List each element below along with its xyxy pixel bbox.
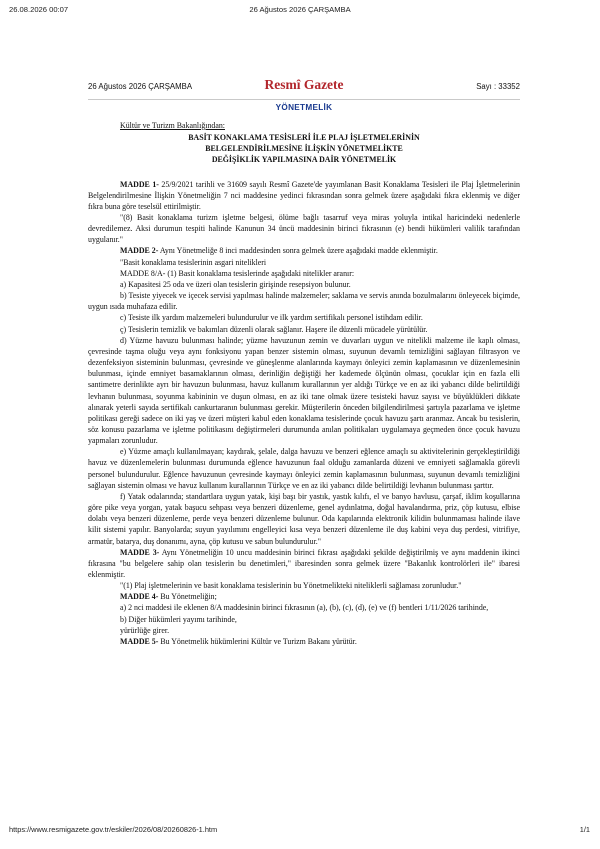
gazette-header xyxy=(88,77,520,100)
article-4 xyxy=(88,591,520,602)
browser-print-footer xyxy=(0,825,600,839)
article-8a-heading: "Basit konaklama tesislerinin asgari nitelikleri xyxy=(120,257,267,267)
browser-print-header xyxy=(0,5,600,19)
regulation-title-line: BELGELENDİRİLMESİNE İLİŞKİN YÖNETMELİKTE xyxy=(205,143,403,153)
article-label: MADDE 4- xyxy=(120,592,159,602)
gazette-issue-number: Sayı : 33352 xyxy=(476,82,520,91)
article-item-e: e) Yüzme amaçlı kullanılmayan; kaydırak, şelale, dalga havuzu ve benzeri eğlence amaçlı su aktivitelerinin gerçekleştirildiği havuz ve düzenlemelerin bulunması durumunda eğlence havuzunun faal olduğu zamanlarda düzeni ve emniyeti sağlamakla görevli personel bulundurulur. Eğlence havuzunun çevresinde kaymayı önleyici zemin kaplamasının bulunması, suyunun devamlı temizliğini sağlayan sistemin olması ve havuz kullanım kurallarının Türkçe ve en az iki yabancı dilde belirtildiği levhanın bulunması şarttır. xyxy=(88,447,520,490)
article-item-a: a) Kapasitesi 25 oda ve üzeri olan tesislerin girişinde resepsiyon bulunur. xyxy=(120,279,351,289)
article-8a-intro: MADDE 8/A- (1) Basit konaklama tesislerinde aşağıdaki nitelikler aranır: xyxy=(120,268,355,278)
regulation-title-line: BASİT KONAKLAMA TESİSLERİ İLE PLAJ İŞLETMELERİNİN xyxy=(188,133,420,143)
article-text: Aynı Yönetmeliğe 8 inci maddesinden sonra gelmek üzere aşağıdaki madde eklenmiştir. xyxy=(158,246,438,256)
gazette-date: 26 Ağustos 2026 ÇARŞAMBA xyxy=(88,82,193,91)
section-title: YÖNETMELİK xyxy=(275,103,333,112)
print-page-title: 26 Ağustos 2026 ÇARŞAMBA xyxy=(249,5,351,14)
article-text: Bu Yönetmeliğin; xyxy=(158,592,217,602)
article-item-c-cedilla: ç) Tesislerin temizlik ve bakımları düzenli olarak sağlanır. Haşere ile düzenli mücadele yürütülür. xyxy=(120,324,428,334)
article-text: Bu Yönetmelik hükümlerini Kültür ve Turizm Bakanı yürütür. xyxy=(158,636,357,646)
print-datetime: 26.08.2026 00:07 xyxy=(9,5,69,14)
article-5 xyxy=(88,636,520,647)
article-label: MADDE 1- xyxy=(120,179,159,189)
article-label: MADDE 5- xyxy=(120,636,159,646)
gazette-masthead: Resmî Gazete xyxy=(264,77,344,92)
article-2 xyxy=(88,245,520,256)
article-1-quote: "(8) Basit konaklama turizm işletme belgesi, ölüme bağlı tasarruf veya miras yoluyla intikal haricindeki nedenlerle devredilemez. Aksi durumun tespiti halinde Kanunun 34 üncü maddesinin birinci fıkrasının (e) bendi hükümleri valilik tarafından uygulanır." xyxy=(88,213,520,245)
article-item-d: d) Yüzme havuzu bulunması halinde; yüzme havuzunun zemin ve duvarları uygun ve nitelikli malzeme ile kaplı olması, çevresinde taşma oluğu veya aynı fonksiyonu yapan benzer sistemin olması, suyunun devamlı temizliğini sağlayan filtrasyon ve dezenfeksiyon sisteminin bulunması, çevresinde ve güneşlenme alanlarında kaymayı önleyici zemin kaplamasının ve düzenlemesinin bulunması, içinde emniyet basamaklarının olması, derinliğin değiştiği her kademede ölçünün olması, çocuklar için en fazla elli santimetre derinlikte ayrı bir havuzun bulunması, havuz kullanım kurallarının yer aldığı Türkçe ve en az iki yabancı dilde belirtildiği levhanın bulunması, soyunma kabininin ve duşun olması, en az iki tane olmak üzere tesisteki havuz sayısı ve büyüklükleri dikkate alınarak yeterli sayıda sertifikalı cankurtaranın bulunması gerekir. Müşterilerin önceden bilgilendirilmesi şartıyla pazarlama ve işletme politikası gereği sadece on iki yaş ve üzeri müşteri kabul eden konaklama tesislerinde çocuk havuzu şartı aranmaz. Ancak bu tesislerin, söz konusu pazarlama ve işletme politikasını değiştirmeleri durumunda anılan politikaları uygulamaya geçmeden önce çocuk havuzu yapmaları zorunludur. xyxy=(88,335,520,446)
article-text: 25/9/2021 tarihli ve 31609 sayılı Resmî Gazete'de yayımlanan Basit Konaklama Tesisleri ile Plaj İşletmelerinin Belgelendirilmesine İlişkin Yönetmeliğin 7 nci maddesine yedinci fıkrasından sonra gelmek üzere aşağıdaki fıkra eklenmiş ve diğer fıkra buna göre teselsül ettirilmiştir. xyxy=(88,179,521,211)
ministry-line: Kültür ve Turizm Bakanlığından: xyxy=(120,121,225,130)
print-page-count: 1/1 xyxy=(579,825,590,834)
article-4-closing: yürürlüğe girer. xyxy=(120,625,170,635)
article-item-c: c) Tesiste ilk yardım malzemeleri bulundurulur ve ilk yardım sertifikalı personel istihdam edilir. xyxy=(120,313,423,323)
regulation-title xyxy=(128,133,480,165)
article-item-b: b) Tesiste yiyecek ve içecek servisi yapılması halinde malzemeler; saklama ve servis anında bozulmalarını önleyecek biçimde, uygun ısıda muhafaza edilir. xyxy=(88,291,520,312)
article-4-item-b: b) Diğer hükümleri yayımı tarihinde, xyxy=(120,614,237,624)
article-4-item-a: a) 2 nci maddesi ile eklenen 8/A maddesinin birinci fıkrasının (a), (b), (c), (d), (e) ve (f) bentleri 1/11/2026 tarihinde, xyxy=(120,603,489,613)
regulation-title-line: DEĞİŞİKLİK YAPILMASINA DAİR YÖNETMELİK xyxy=(211,154,397,164)
article-3 xyxy=(88,547,520,580)
article-text: Aynı Yönetmeliğin 10 uncu maddesinin birinci fıkrası aşağıdaki şekilde değiştirilmiş ve aynı maddenin ikinci fıkrasına "bu belgelere sahip olan tesislerin bu denetimleri," ibaresinden sonra gelmek üzere "Bakanlık kontrolörleri ile" ibaresi eklenmiştir. xyxy=(88,547,521,580)
print-url: https://www.resmigazete.gov.tr/eskiler/2026/08/20260826-1.htm xyxy=(9,825,218,834)
document-body xyxy=(88,120,520,647)
article-label: MADDE 2- xyxy=(120,246,159,256)
article-1 xyxy=(88,179,520,212)
article-3-quote: "(1) Plaj işletmelerinin ve basit konaklama tesislerinin bu Yönetmelikteki niteliklerli sağlaması zorunludur." xyxy=(120,581,462,591)
article-label: MADDE 3- xyxy=(120,547,160,557)
article-item-f: f) Yatak odalarında; standartlara uygun yatak, kişi başı bir yastık, yastık kılıfı, el ve banyo havlusu, çarşaf, iklim koşullarına göre pike veya yorgan, yatak başucu sehpası veya benzeri düzenleme, genel aydınlatma, doğal havalandırma, priz, çöp kutusu, elbise dolabı veya benzeri düzenleme, perde veya benzeri düzenleme bulunur. Oda kapılarında elektronik kilidin bulunmaması halinde ilave kilit sistemi yapılır. Banyolarda; suyun yayılımını engelleyici kısa veya benzeri düzenleme ile duş kabini veya duş perdesi, vitrifiye, armatür, batarya, duş donanımı, ayna, çöp kutusu ve sabun bulundurulur." xyxy=(88,491,520,546)
